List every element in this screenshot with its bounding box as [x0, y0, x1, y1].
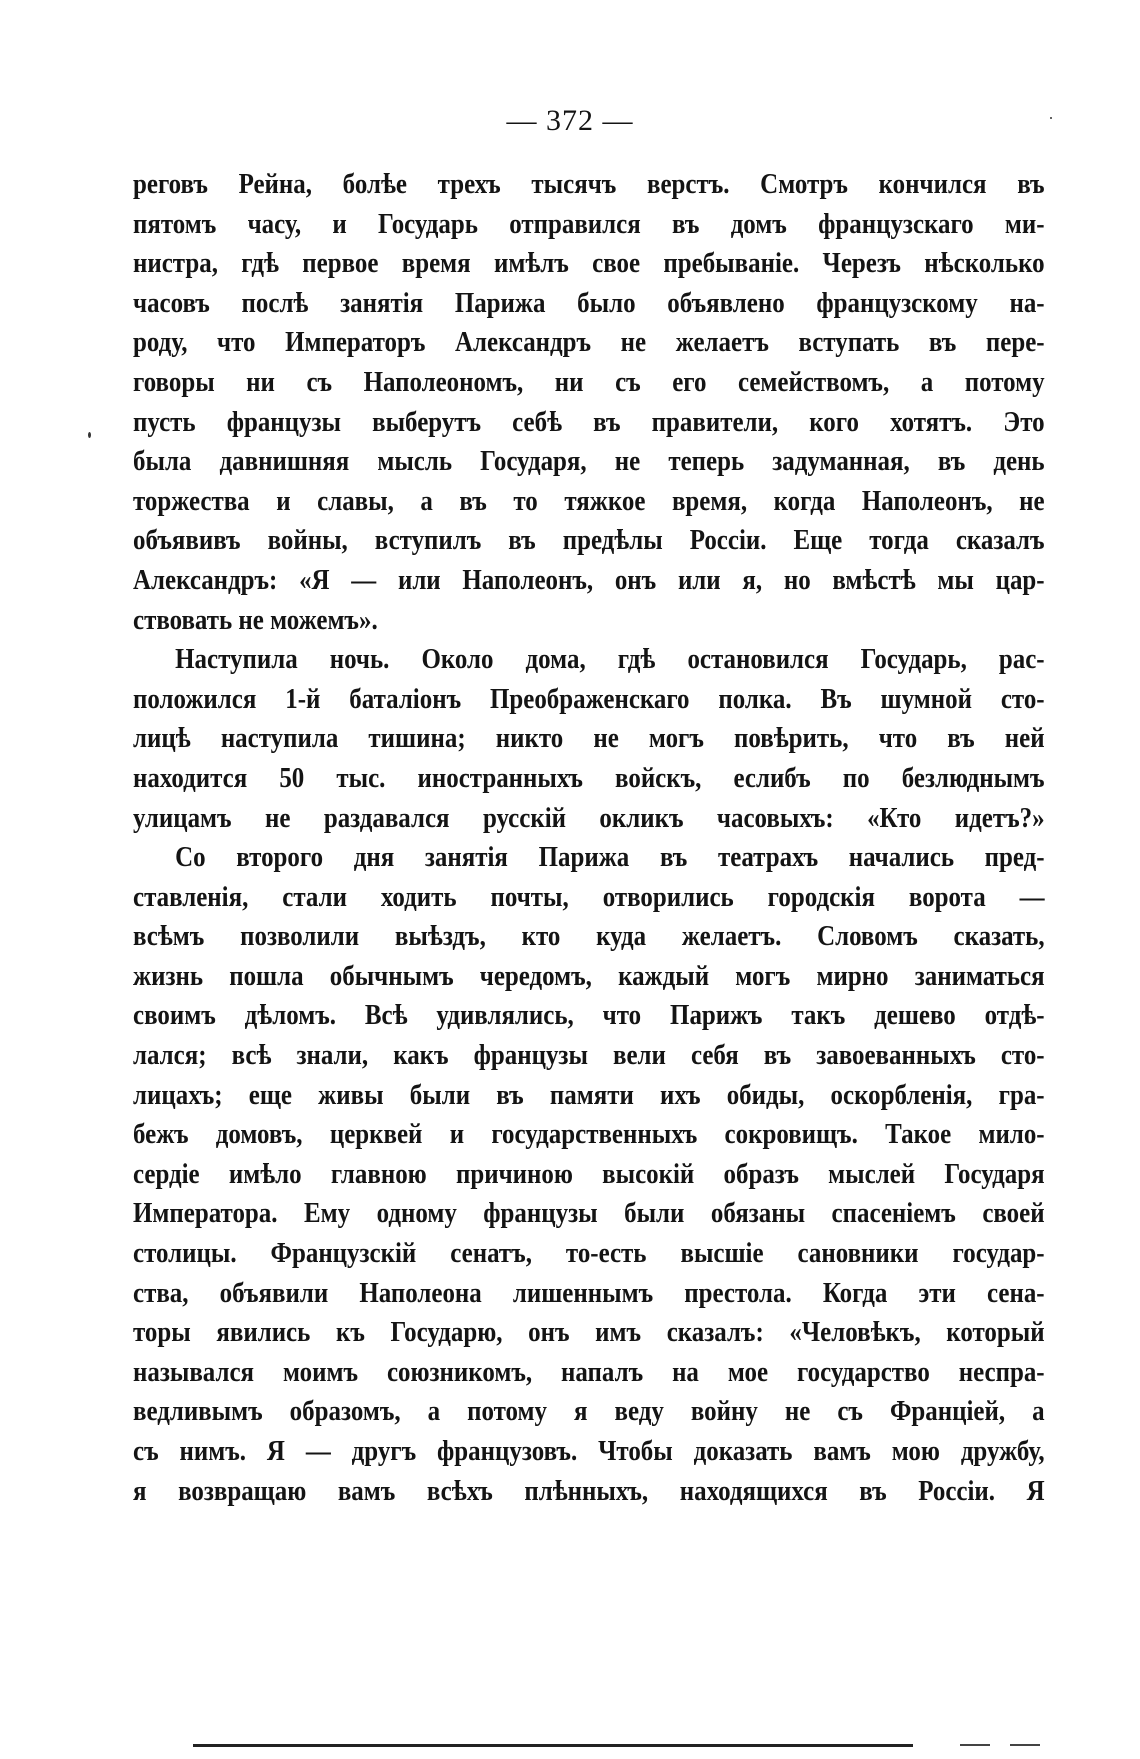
text-line: положился 1-й баталіонъ Преображенскаго полка. Въ шумной сто- — [133, 682, 1045, 715]
text-line: объявивъ войны, вступилъ въ предѣлы Россіи. Еще тогда сказалъ — [133, 524, 1045, 557]
text-line: Наступила ночь. Около дома, гдѣ остановился Государь, рас- — [175, 643, 1045, 676]
text-line: всѣмъ позволили выѣздъ, кто куда желаетъ. Словомъ сказать, — [133, 920, 1045, 953]
text-line: торжества и славы, а въ то тяжкое время, когда Наполеонъ, не — [133, 484, 1045, 517]
text-line: реговъ Рейна, болѣе трехъ тысячъ верстъ. Смотръ кончился въ — [133, 168, 1045, 200]
text-line: ставленія, стали ходить почты, отворились городскія ворота — — [133, 880, 1045, 913]
bottom-edge-dash — [960, 1744, 990, 1746]
text-line: сердіе имѣло главною причиною высокій образъ мыслей Государя — [133, 1157, 1045, 1190]
text-line: пусть французы выберутъ себѣ въ правители, кого хотятъ. Это — [133, 405, 1045, 438]
text-line: своимъ дѣломъ. Всѣ удивлялись, что Парижъ такъ дешево отдѣ- — [133, 999, 1045, 1032]
text-line: назывался моимъ союзникомъ, напалъ на мое государство неспра- — [133, 1355, 1045, 1388]
text-line: была давнишняя мысль Государя, не теперь задуманная, въ день — [133, 445, 1045, 478]
bottom-edge-dash — [1010, 1744, 1040, 1746]
text-line: ствовать не можемъ». — [133, 603, 378, 636]
text-line: столицы. Французскій сенатъ, то-есть высшіе сановники государ- — [133, 1237, 1045, 1270]
text-line: Александръ: «Я — или Наполеонъ, онъ или я, но вмѣстѣ мы цар- — [133, 563, 1045, 596]
bottom-edge-rule — [193, 1744, 913, 1747]
text-line: я возвращаю вамъ всѣхъ плѣнныхъ, находящихся въ Россіи. Я — [133, 1474, 1045, 1507]
text-line: нистра, гдѣ первое время имѣлъ свое пребываніе. Черезъ нѣсколько — [133, 247, 1045, 280]
text-line: ведливымъ образомъ, а потому я веду войну не съ Франціей, а — [133, 1395, 1045, 1428]
text-line: говоры ни съ Наполеономъ, ни съ его семействомъ, а потому — [133, 365, 1045, 398]
text-line: торы явились къ Государю, онъ имъ сказалъ: «Человѣкъ, который — [133, 1316, 1045, 1349]
text-line: пятомъ часу, и Государь отправился въ домъ французскаго ми- — [133, 207, 1045, 240]
text-line: роду, что Императоръ Александръ не желаетъ вступать въ пере- — [133, 326, 1045, 359]
print-speck — [88, 432, 91, 438]
text-line: бежъ домовъ, церквей и государственныхъ сокровищъ. Такое мило- — [133, 1118, 1045, 1151]
text-line: съ нимъ. Я — другъ французовъ. Чтобы доказать вамъ мою дружбу, — [133, 1435, 1045, 1467]
body-text — [133, 165, 1045, 1511]
print-speck — [1050, 117, 1052, 119]
text-line: Императора. Ему одному французы были обязаны спасеніемъ своей — [133, 1197, 1045, 1230]
text-line: часовъ послѣ занятія Парижа было объявлено французскому на- — [133, 286, 1045, 319]
text-line: лицахъ; еще живы были въ памяти ихъ обиды, оскорбленія, гра- — [133, 1078, 1045, 1111]
text-line: находится 50 тыс. иностранныхъ войскъ, еслибъ по безлюднымъ — [133, 761, 1045, 794]
text-line: улицамъ не раздавался русскій окликъ часовыхъ: «Кто идетъ?» — [133, 801, 1045, 834]
text-line: ства, объявили Наполеона лишеннымъ престола. Когда эти сена- — [133, 1276, 1045, 1309]
text-line: лался; всѣ знали, какъ французы вели себя въ завоеванныхъ сто- — [133, 1039, 1045, 1072]
page-number: — 372 — — [506, 104, 634, 137]
text-line: лицѣ наступила тишина; никто не могъ повѣрить, что въ ней — [133, 722, 1045, 755]
text-line: жизнь пошла обычнымъ чередомъ, каждый могъ мирно заниматься — [133, 959, 1045, 992]
text-line: Со второго дня занятія Парижа въ театрахъ начались пред- — [175, 841, 1045, 874]
